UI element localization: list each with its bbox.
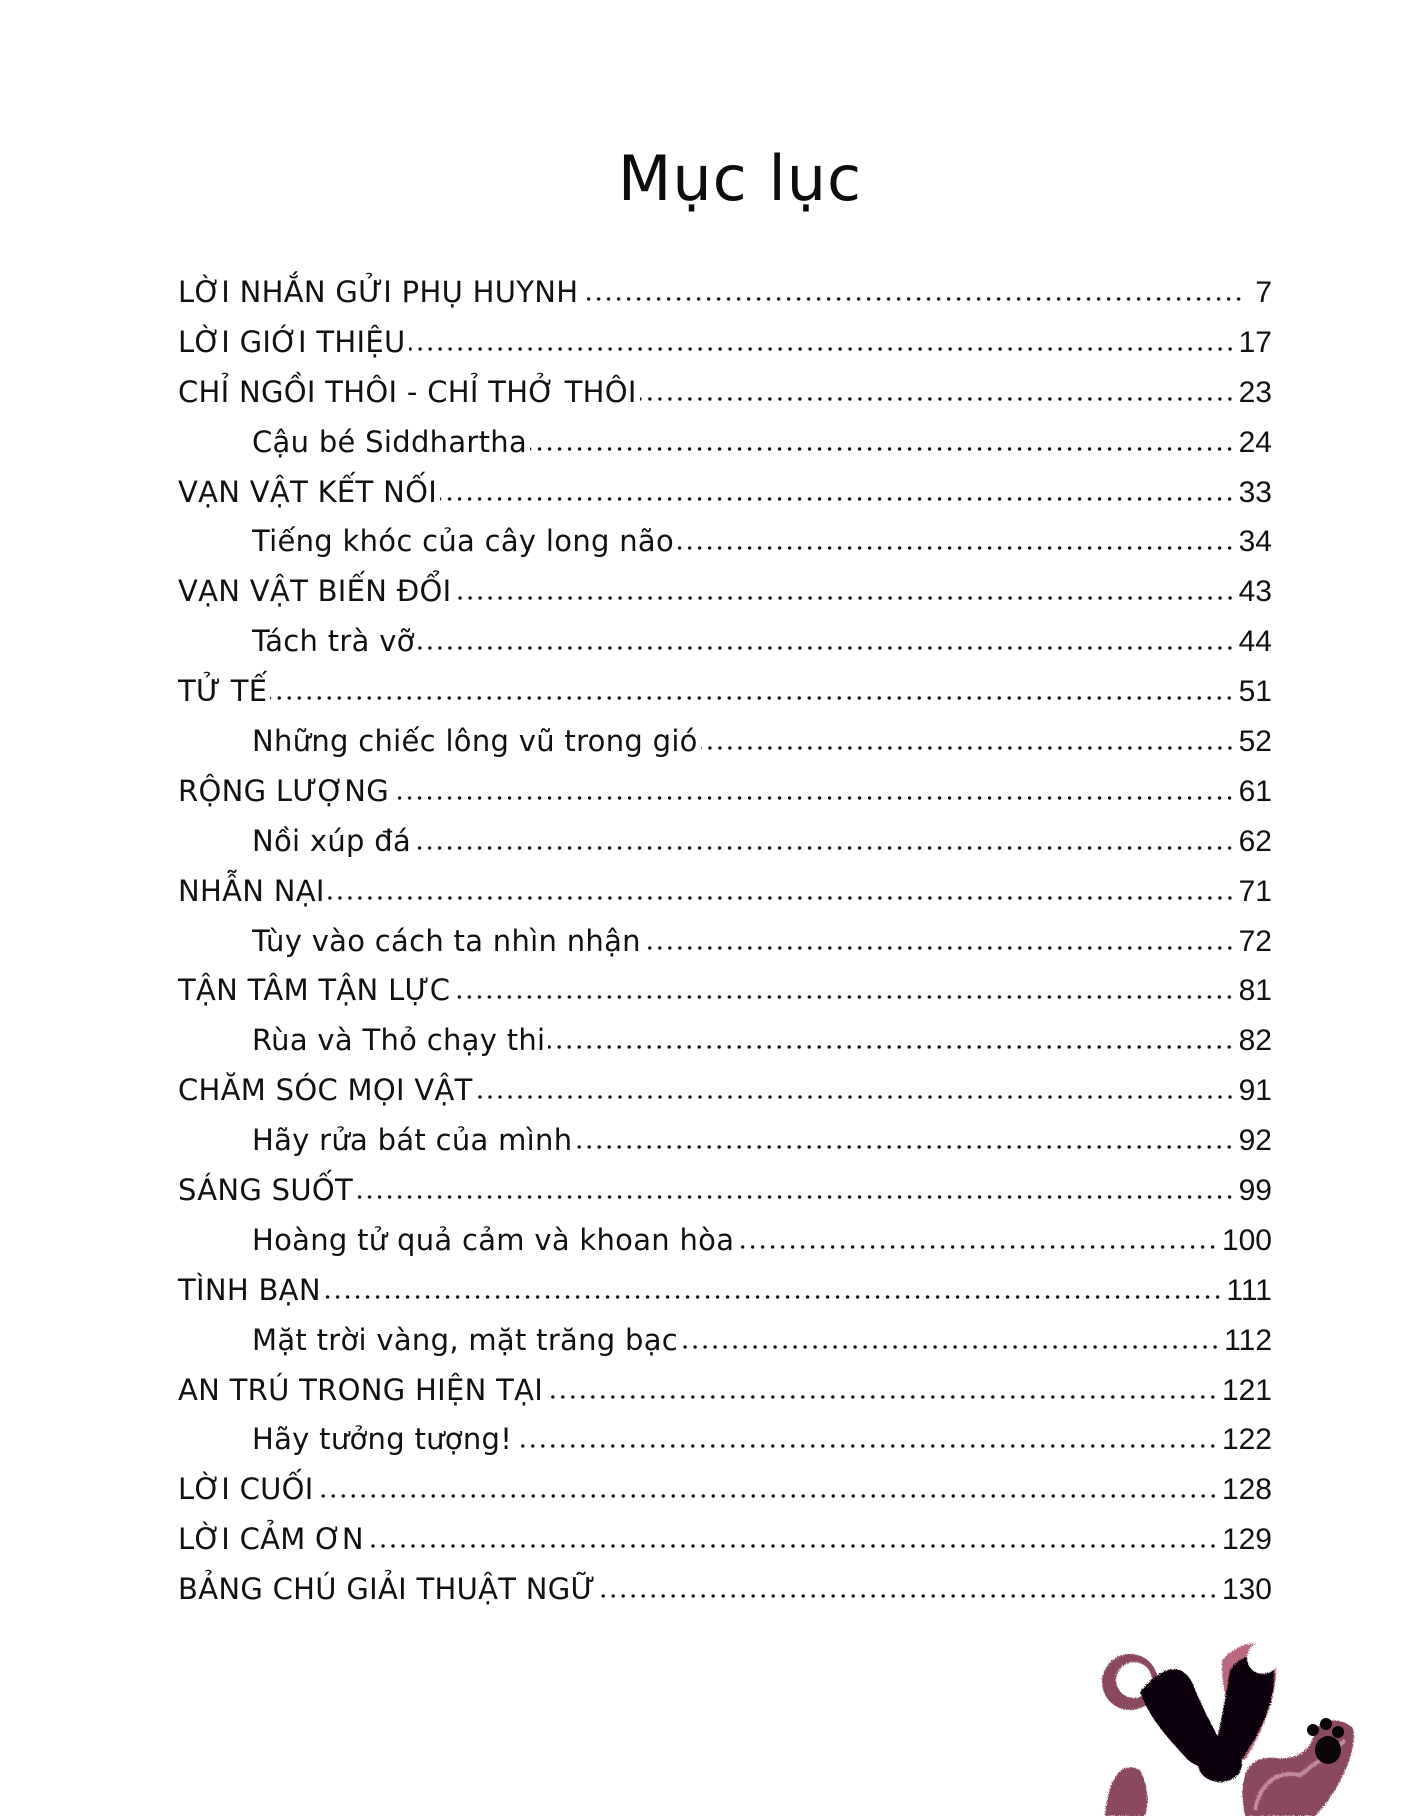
toc-subentry[interactable] — [178, 517, 1272, 567]
toc-page-number: 128 — [1221, 1473, 1272, 1507]
toc-entry-title: Tùy vào cách ta nhìn nhận — [252, 923, 641, 958]
toc-page-number: 129 — [1221, 1523, 1272, 1557]
toc-entry-title: BẢNG CHÚ GIẢI THUẬT NGỮ — [178, 1572, 596, 1607]
toc-entry-title: LỜI GIỚI THIỆU — [178, 324, 406, 359]
toc-entry[interactable] — [178, 268, 1272, 318]
dot-leader — [453, 995, 1234, 999]
toc-subentry[interactable] — [178, 817, 1272, 867]
toc-entry-title: CHỈ NGỒI THÔI - CHỈ THỞ THÔI — [178, 374, 637, 409]
dot-leader — [414, 846, 1235, 850]
toc-page-number: 52 — [1238, 725, 1272, 759]
toc-page-number: 24 — [1238, 425, 1272, 459]
dot-leader — [575, 1145, 1234, 1149]
toc-page-number: 122 — [1221, 1423, 1272, 1457]
toc-entry[interactable] — [178, 1565, 1272, 1615]
toc-subentry[interactable] — [178, 1016, 1272, 1066]
dot-leader — [476, 1095, 1235, 1099]
dot-leader — [546, 1395, 1218, 1399]
toc-subentry[interactable] — [178, 617, 1272, 667]
dot-leader — [515, 1444, 1218, 1448]
toc-entry-title: LỜI CUỐI — [178, 1472, 314, 1507]
toc-page-number: 112 — [1224, 1323, 1272, 1357]
dot-leader — [317, 1494, 1218, 1498]
toc-subentry[interactable] — [178, 917, 1272, 967]
toc-page-number: 72 — [1238, 924, 1272, 958]
toc-page-number: 91 — [1238, 1074, 1272, 1108]
toc-page-number: 92 — [1238, 1124, 1272, 1158]
dot-leader — [640, 397, 1235, 401]
toc-page-number: 23 — [1238, 375, 1272, 409]
toc-page-number: 17 — [1238, 325, 1272, 359]
dot-leader — [328, 896, 1235, 900]
toc-subentry[interactable] — [178, 1216, 1272, 1266]
toc-entry-title: NHẪN NẠI — [178, 873, 325, 908]
toc-page-number: 111 — [1226, 1273, 1272, 1307]
toc-entry-title: Hoàng tử quả cảm và khoan hòa — [252, 1222, 735, 1257]
toc-entry[interactable] — [178, 767, 1272, 817]
toc-page-number: 34 — [1238, 525, 1272, 559]
toc-subentry[interactable] — [178, 1316, 1272, 1366]
toc-entry[interactable] — [178, 1366, 1272, 1416]
toc-entry-title: VẠN VẬT BIẾN ĐỔI — [178, 574, 452, 609]
toc-entry[interactable] — [178, 966, 1272, 1016]
toc-entry-title: Nồi xúp đá — [252, 823, 412, 858]
toc-subentry[interactable] — [178, 418, 1272, 468]
toc-entry[interactable] — [178, 1266, 1272, 1316]
toc-entry[interactable] — [178, 667, 1272, 717]
toc-subentry[interactable] — [178, 1415, 1272, 1465]
dot-leader — [701, 746, 1235, 750]
dot-leader — [356, 1195, 1235, 1199]
toc-entry-title: SÁNG SUỐT — [178, 1173, 354, 1208]
table-of-contents — [178, 268, 1272, 1615]
toc-entry-title: Rùa và Thỏ chạy thi — [252, 1023, 546, 1058]
dot-leader — [677, 546, 1235, 550]
toc-entry-title: LỜI NHẮN GỬI PHỤ HUYNH — [178, 275, 579, 309]
toc-page-number: 81 — [1238, 974, 1272, 1008]
dot-leader — [548, 1045, 1234, 1049]
toc-entry-title: VẠN VẬT KẾT NỐI — [178, 474, 438, 509]
toc-entry-title: Cậu bé Siddhartha — [252, 424, 528, 459]
toc-entry-title: Tiếng khóc của cây long não — [252, 524, 675, 559]
toc-page-number: 62 — [1238, 824, 1272, 858]
dot-leader — [324, 1295, 1223, 1299]
toc-entry[interactable] — [178, 1066, 1272, 1116]
toc-entry-title: Tách trà vỡ — [252, 624, 415, 659]
toc-entry-title: TẬN TÂM TẬN LỰC — [178, 973, 451, 1008]
toc-page-number: 100 — [1221, 1223, 1272, 1257]
toc-entry-title: TỬ TẾ — [178, 674, 268, 709]
toc-page-number: 44 — [1238, 625, 1272, 659]
animal-paws-illustration-icon — [1070, 1620, 1424, 1816]
toc-page-number: 130 — [1221, 1573, 1272, 1607]
page-title: Mục lục — [617, 142, 863, 215]
toc-entry[interactable] — [178, 1465, 1272, 1515]
dot-leader — [681, 1345, 1220, 1349]
toc-entry[interactable] — [178, 567, 1272, 617]
dot-leader — [409, 347, 1235, 351]
dot-leader — [530, 447, 1235, 451]
toc-entry-title: LỜI CẢM ƠN — [178, 1522, 364, 1557]
dot-leader — [644, 946, 1235, 950]
toc-entry[interactable] — [178, 1166, 1272, 1216]
toc-page-number: 82 — [1238, 1024, 1272, 1058]
toc-entry-title: Hãy rửa bát của mình — [252, 1123, 573, 1158]
toc-page-number: 51 — [1238, 675, 1272, 709]
dot-leader — [599, 1594, 1218, 1598]
toc-page-number: 61 — [1238, 774, 1272, 808]
toc-entry[interactable] — [178, 468, 1272, 518]
toc-entry-title: CHĂM SÓC MỌI VẬT — [178, 1073, 473, 1108]
toc-subentry[interactable] — [178, 717, 1272, 767]
toc-page-number: 43 — [1238, 575, 1272, 609]
toc-entry-title: Hãy tưởng tượng! — [252, 1422, 513, 1457]
toc-entry[interactable] — [178, 1515, 1272, 1565]
toc-entry-title: RỘNG LƯỢNG — [178, 773, 390, 808]
dot-leader — [737, 1245, 1218, 1249]
dot-leader — [455, 596, 1235, 600]
dot-leader — [367, 1544, 1218, 1548]
dot-leader — [270, 696, 1234, 700]
toc-page-number: 71 — [1238, 874, 1272, 908]
toc-entry[interactable] — [178, 318, 1272, 368]
dot-leader — [440, 497, 1235, 501]
toc-page-number: 121 — [1221, 1373, 1272, 1407]
toc-page-number: 7 — [1255, 276, 1272, 309]
toc-entry[interactable] — [178, 867, 1272, 917]
dot-leader — [418, 646, 1235, 650]
toc-entry-title: AN TRÚ TRONG HIỆN TẠI — [178, 1372, 544, 1407]
toc-entry-title: Những chiếc lông vũ trong gió — [252, 724, 698, 759]
toc-entry-title: TÌNH BẠN — [178, 1272, 321, 1307]
toc-page-number: 99 — [1238, 1174, 1272, 1208]
toc-page-number: 33 — [1238, 475, 1272, 509]
dot-leader — [581, 297, 1244, 301]
toc-entry[interactable] — [178, 368, 1272, 418]
dot-leader — [392, 796, 1235, 800]
toc-entry-title: Mặt trời vàng, mặt trăng bạc — [252, 1322, 679, 1357]
toc-subentry[interactable] — [178, 1116, 1272, 1166]
